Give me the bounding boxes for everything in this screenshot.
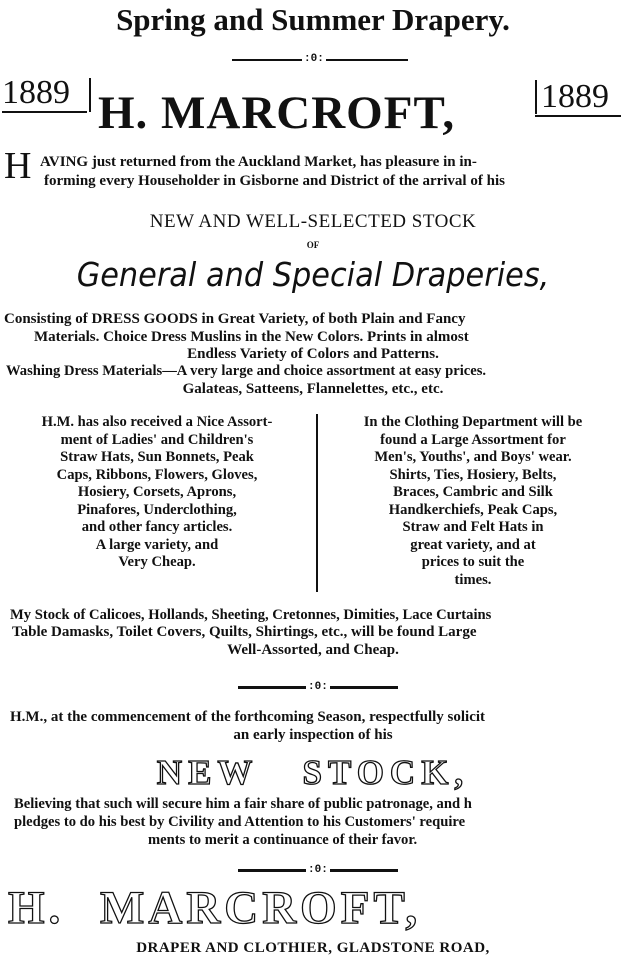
- year-right-underline: [535, 115, 621, 117]
- consisting-line-5: Galateas, Satteens, Flannelettes, etc., etc.: [182, 381, 444, 397]
- right-column-line: prices to suit the: [421, 554, 525, 570]
- left-column-line: H.M. has also received a Nice Assort-: [41, 414, 273, 430]
- believing-line-3: ments to merit a continuance of their favor.: [148, 832, 418, 848]
- right-column-line: Men's, Youths', and Boys' wear.: [374, 449, 572, 465]
- believing-line-2: pledges to do his best by Civility and Attention to his Customers' require: [14, 814, 466, 830]
- consisting-line-4: Washing Dress Materials—A very large and choice assortment at easy prices.: [6, 363, 487, 379]
- year-left: 1889: [2, 74, 70, 111]
- right-column-line: Straw and Felt Hats in: [402, 519, 544, 535]
- right-column-line: Shirts, Ties, Hosiery, Belts,: [389, 466, 557, 483]
- new-stock-heading: NEW STOCK,: [156, 753, 470, 792]
- consisting-line-2: Materials. Choice Dress Muslins in the New Colors. Prints in almost: [34, 329, 469, 345]
- intro-line-2: forming every Householder in Gisborne and District of the arrival of his: [44, 173, 505, 189]
- stock-list-line-1: My Stock of Calicoes, Hollands, Sheeting, Cretonnes, Dimities, Lace Curtains: [10, 607, 492, 623]
- stock-list-line-3: Well-Assorted, and Cheap.: [227, 642, 399, 658]
- left-column-line: Hosiery, Corsets, Aprons,: [77, 484, 237, 500]
- left-column-line: and other fancy articles.: [81, 519, 233, 535]
- intro-dropcap: H: [4, 145, 32, 187]
- right-column-line: Handkerchiefs, Peak Caps,: [388, 501, 558, 518]
- separator-mark: :0:: [308, 864, 328, 876]
- separator-mark: :0:: [304, 53, 324, 65]
- intro-line-1: AVING just returned from the Auckland Market, has pleasure in in-: [40, 154, 477, 170]
- left-column-line: Pinafores, Underclothing,: [77, 501, 237, 518]
- left-column-line: ment of Ladies' and Children's: [60, 431, 254, 448]
- left-column-line: Very Cheap.: [118, 554, 196, 570]
- left-column-line: A large variety, and: [95, 536, 219, 553]
- year-right: 1889: [541, 78, 609, 115]
- footer-merchant-name: H. MARCROFT,: [8, 882, 422, 934]
- year-left-divider: [89, 78, 91, 112]
- left-column: [4, 414, 310, 572]
- right-column-line: In the Clothing Department will be: [363, 414, 583, 430]
- headline: Spring and Summer Drapery.: [116, 2, 510, 37]
- column-divider: [316, 414, 318, 592]
- of-label: OF: [306, 240, 320, 250]
- left-column-line: Caps, Ribbons, Flowers, Gloves,: [56, 466, 258, 483]
- right-column-line: times.: [454, 571, 492, 588]
- consisting-line-1: Consisting of DRESS GOODS in Great Variety, of both Plain and Fancy: [4, 311, 466, 327]
- season-line-2: an early inspection of his: [233, 727, 393, 743]
- script-heading: General and Special Draperies,: [76, 255, 550, 294]
- believing-line-1: Believing that such will secure him a fair share of public patronage, and h: [14, 796, 472, 812]
- right-column: [322, 414, 624, 589]
- season-line-1: H.M., at the commencement of the forthcoming Season, respectfully solicit: [10, 709, 486, 725]
- stock-list-line-2: Table Damasks, Toilet Covers, Quilts, Shirtings, etc., will be found Large: [12, 624, 477, 640]
- footer-address: DRAPER AND CLOTHIER, GLADSTONE ROAD,: [136, 940, 490, 956]
- merchant-name: H. MARCROFT,: [98, 87, 456, 139]
- right-column-line: found a Large Assortment for: [380, 431, 566, 448]
- right-column-line: Braces, Cambric and Silk: [393, 484, 553, 500]
- separator-mark: :0:: [308, 681, 328, 693]
- right-column-line: great variety, and at: [410, 536, 536, 553]
- stock-heading: NEW AND WELL-SELECTED STOCK: [149, 211, 477, 232]
- year-left-underline: [2, 111, 87, 113]
- year-right-divider: [535, 80, 537, 114]
- consisting-line-3: Endless Variety of Colors and Patterns.: [187, 346, 439, 362]
- left-column-line: Straw Hats, Sun Bonnets, Peak: [60, 449, 254, 465]
